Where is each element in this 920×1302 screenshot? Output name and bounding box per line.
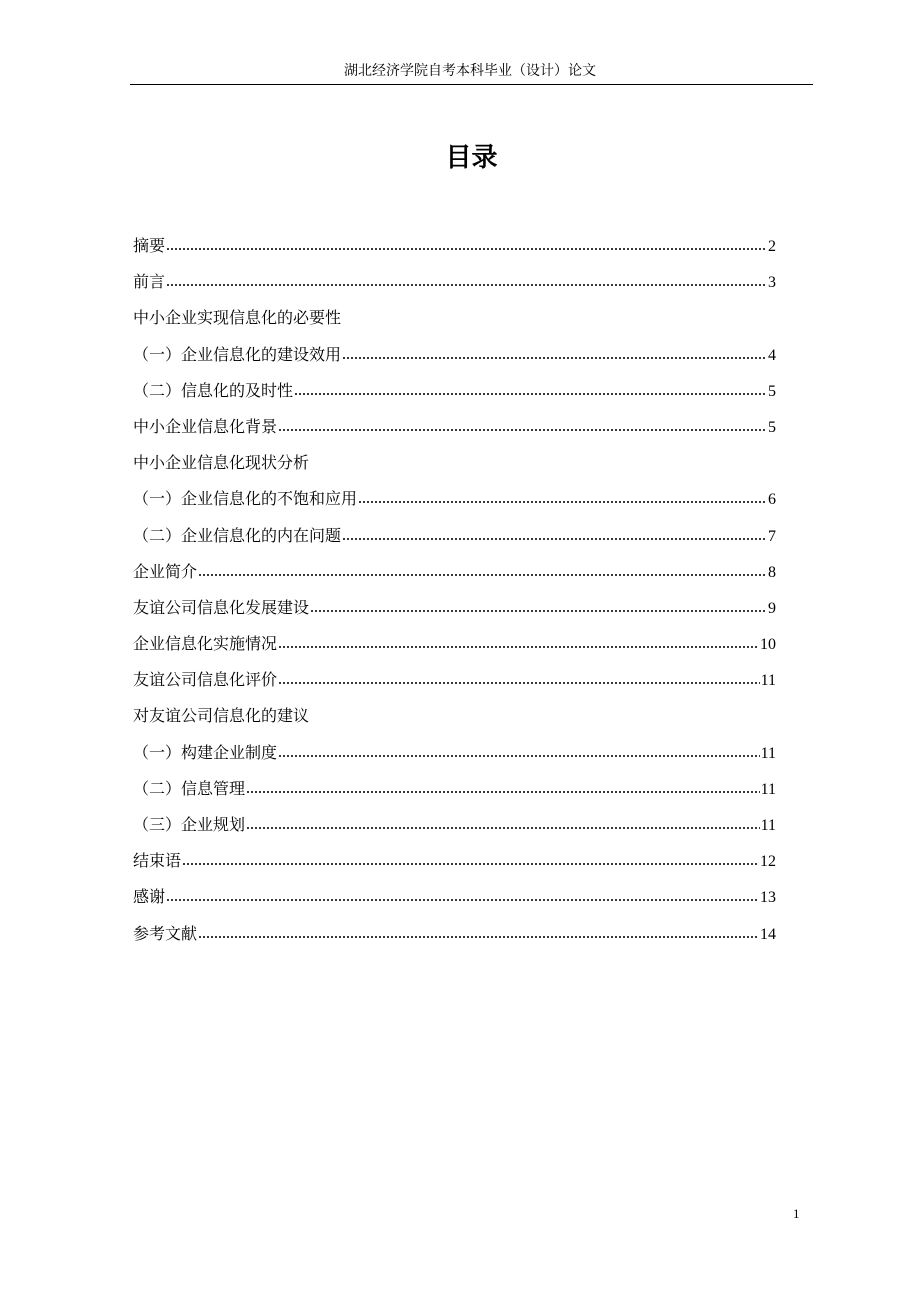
toc-entry: [133, 807, 776, 843]
toc-entry-label: 结束语: [133, 851, 182, 871]
toc-dot-leader: [278, 678, 760, 688]
toc-dot-leader: [278, 425, 767, 435]
toc-entry-page: 11: [760, 744, 776, 762]
toc-entry: [133, 373, 776, 409]
toc-entry-page: 12: [760, 853, 776, 871]
toc-entry-page: 10: [760, 636, 776, 654]
toc-dot-leader: [166, 895, 759, 905]
toc-entry-label: 中小企业信息化现状分析: [133, 453, 310, 473]
toc-dot-leader: [358, 497, 767, 507]
table-of-contents: [133, 228, 776, 952]
toc-entry: [133, 300, 776, 336]
toc-dot-leader: [198, 932, 759, 942]
toc-entry-page: 14: [760, 925, 776, 943]
running-header: 湖北经济学院自考本科毕业（设计）论文: [344, 63, 596, 79]
toc-entry: [133, 445, 776, 481]
toc-entry: [133, 590, 776, 626]
toc-dot-leader: [166, 244, 767, 254]
toc-dot-leader: [342, 353, 767, 363]
toc-dot-leader: [294, 389, 767, 399]
toc-entry: [133, 337, 776, 373]
toc-entry: [133, 879, 776, 915]
toc-dot-leader: [278, 642, 759, 652]
toc-entry-page: 3: [768, 274, 776, 292]
toc-entry: [133, 409, 776, 445]
toc-entry-label: 友谊公司信息化评价: [133, 670, 278, 690]
toc-entry-label: 企业信息化实施情况: [133, 634, 278, 654]
toc-entry: [133, 662, 776, 698]
toc-entry-label: （一）企业信息化的不饱和应用: [133, 489, 358, 509]
toc-entry-label: 感谢: [133, 887, 166, 907]
toc-dot-leader: [246, 823, 760, 833]
toc-dot-leader: [182, 859, 759, 869]
toc-dot-leader: [166, 280, 767, 290]
toc-entry-label: 企业简介: [133, 561, 198, 581]
toc-entry-label: 摘要: [133, 236, 166, 255]
page-number: 1: [793, 1206, 800, 1221]
toc-entry-label: （一）企业信息化的建设效用: [133, 344, 342, 364]
toc-entry-label: （三）企业规划: [133, 815, 246, 834]
toc-entry-label: （二）企业信息化的内在问题: [133, 525, 342, 545]
toc-entry-label: 对友谊公司信息化的建议: [133, 706, 310, 726]
toc-entry-label: 中小企业实现信息化的必要性: [133, 308, 342, 328]
toc-entry-page: 8: [768, 563, 776, 581]
toc-entry: [133, 554, 776, 590]
toc-dot-leader: [246, 787, 760, 797]
toc-entry-page: 6: [768, 491, 776, 509]
toc-entry-page: 11: [760, 817, 776, 834]
toc-entry: [133, 843, 776, 879]
toc-entry: [133, 626, 776, 662]
toc-entry-label: 前言: [133, 272, 166, 292]
header-rule: [130, 84, 813, 85]
toc-dot-leader: [342, 534, 767, 544]
toc-entry-page: 5: [768, 418, 776, 436]
toc-entry-page: 5: [768, 382, 776, 400]
toc-entry: [133, 771, 776, 807]
toc-entry: [133, 481, 776, 517]
toc-entry-label: 中小企业信息化背景: [133, 416, 278, 436]
toc-entry-page: 9: [768, 599, 776, 617]
toc-entry-label: （二）信息化的及时性: [133, 380, 294, 400]
toc-dot-leader: [278, 751, 760, 761]
toc-entry: [133, 735, 776, 771]
toc-entry-page: 13: [760, 889, 776, 907]
toc-entry: [133, 228, 776, 264]
toc-entry: [133, 916, 776, 952]
toc-entry: [133, 518, 776, 554]
toc-entry-page: 2: [768, 238, 776, 255]
toc-title: 目录: [445, 143, 498, 173]
toc-entry-page: 7: [768, 527, 776, 545]
toc-dot-leader: [310, 606, 767, 616]
toc-entry-label: 参考文献: [133, 923, 198, 943]
toc-entry: [133, 698, 776, 734]
toc-entry-label: （二）信息管理: [133, 778, 246, 798]
toc-entry-page: 11: [760, 672, 776, 690]
toc-dot-leader: [198, 570, 767, 580]
toc-entry-page: 11: [760, 780, 776, 798]
toc-entry: [133, 264, 776, 300]
toc-entry-label: 友谊公司信息化发展建设: [133, 597, 310, 617]
toc-entry-label: （一）构建企业制度: [133, 742, 278, 762]
toc-entry-page: 4: [768, 346, 776, 364]
